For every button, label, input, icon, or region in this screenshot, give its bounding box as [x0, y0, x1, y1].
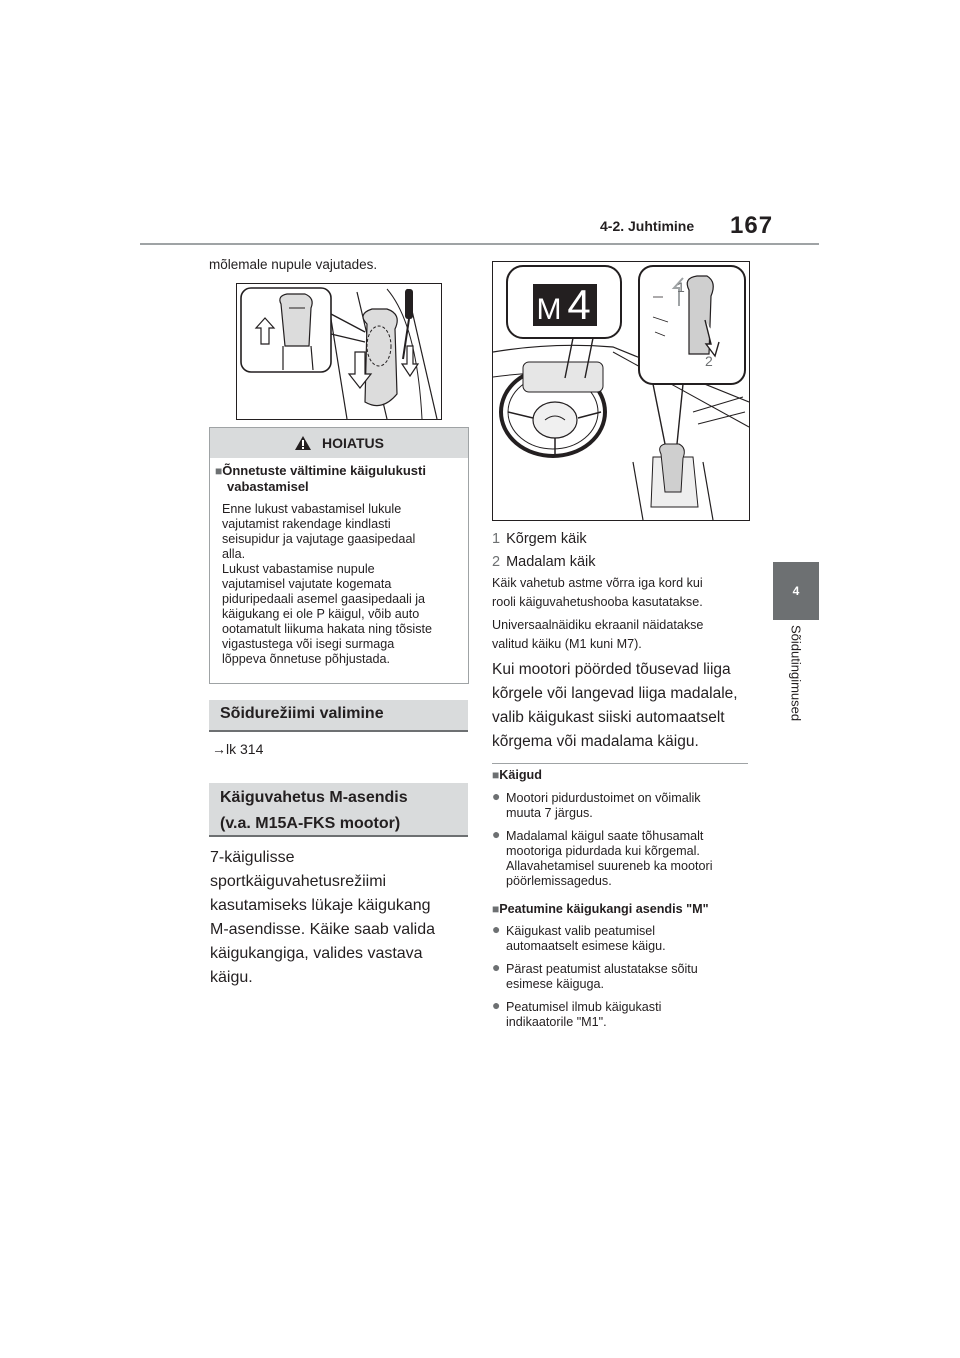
- list-item: ● Mootori pidurdustoimet on võimalik muuta 7 järgus.: [492, 788, 701, 820]
- text-line: M-asendisse. Käike saab valida: [210, 921, 436, 938]
- warning-line: vajutamisel vajutate kogemata: [222, 577, 392, 591]
- display-gear-number: 4: [567, 281, 591, 328]
- legend-item: 2 Madalam käik: [492, 554, 596, 570]
- gears-heading: ■Käigud: [492, 768, 542, 782]
- text-line: kasutamiseks lükaje käigukang: [210, 897, 431, 914]
- chapter-label: Sõidutingimused: [788, 625, 804, 722]
- heading-m-mode: [209, 783, 468, 837]
- circle-bullet-icon: ●: [492, 788, 501, 804]
- heading-m-mode-line1: Käiguvahetus M-asendis: [220, 789, 408, 806]
- circle-bullet-icon: ●: [492, 959, 501, 975]
- list-item: ● Peatumisel ilmub käigukasti indikaatorile "M1".: [492, 997, 662, 1029]
- square-bullet-icon: ■: [215, 464, 223, 478]
- display-gear-letter: M: [536, 293, 562, 326]
- warning-box: [209, 427, 469, 684]
- circle-bullet-icon: ●: [492, 921, 501, 937]
- warning-body: [222, 502, 466, 667]
- warning-line: käigukang ei ole P käigul, võib auto: [222, 607, 420, 621]
- paddle-shift-figure: [492, 261, 750, 521]
- warning-header: [210, 428, 468, 458]
- warning-line: Enne lukust vabastamisel lukule: [222, 502, 402, 516]
- heading-m-mode-line2: (v.a. M15A-FKS mootor): [220, 815, 401, 832]
- warning-line: ootamatult liikuma hakata ning tõsiste: [222, 622, 433, 636]
- list-item: ● Käigukast valib peatumisel automaatselt esimese käigu.: [492, 921, 666, 953]
- warning-line: Lukust vabastamise nupule: [222, 562, 375, 576]
- page-number: 167: [730, 212, 774, 239]
- page-reference: [212, 741, 263, 758]
- small-paragraph-1: Käik vahetub astme võrra iga kord kui rooli käiguvahetushooba kasutatakse.: [492, 576, 703, 609]
- figure-legend: [492, 528, 596, 574]
- warning-line: vigastustega või isegi surmaga: [222, 637, 395, 651]
- list-item: ● Madalamal käigul saate tõhusamalt mootoriga pidurdada kui kõrgemal. Allavahetamisel suureneb ka mootori pöörlemissagedus.: [492, 826, 713, 888]
- warning-line: alla.: [222, 547, 246, 561]
- circle-bullet-icon: ●: [492, 997, 501, 1013]
- stop-heading: ■Peatumine käigukangi asendis "M": [492, 902, 709, 916]
- square-bullet-icon: ■: [492, 768, 500, 782]
- header-rule: [140, 243, 819, 245]
- square-bullet-icon: ■: [492, 902, 500, 916]
- m-mode-text: [210, 846, 466, 990]
- legend-item: 1 Kõrgem käik: [492, 531, 587, 547]
- warning-line: piduripedaali asemel gaasipedaali ja: [222, 592, 426, 606]
- text-line: sportkäiguvahetusrežiimi: [210, 873, 387, 890]
- intro-text: mõlemale nupule vajutades.: [209, 257, 378, 272]
- text-line: käigukangiga, valides vastava: [210, 945, 423, 962]
- warning-item-title-2: vabastamisel: [227, 479, 309, 494]
- section-title: 4-2. Juhtimine: [600, 218, 695, 234]
- section-rule: [492, 763, 748, 764]
- chapter-number: 4: [792, 584, 800, 598]
- list-item: ● Pärast peatumist alustatakse sõitu esimese käiguga.: [492, 959, 698, 991]
- auto-shift-text: Kui mootori pöörded tõusevad liiga kõrgele või langevad liiga madalale, valib käigukast siiski automaatselt kõrgema või madalama käigu.: [492, 661, 738, 750]
- warning-triangle-icon: [294, 435, 312, 451]
- callout-2: 2: [705, 353, 713, 369]
- text-line: käigu.: [210, 969, 253, 986]
- warning-line: lõppeva õnnetuse põhjustada.: [222, 652, 391, 666]
- warning-line: vajutamist rakendage kindlasti: [222, 517, 391, 531]
- heading-drive-mode: Sõidurežiimi valimine: [209, 700, 468, 732]
- page-reference-text: lk 314: [226, 741, 264, 757]
- shift-lock-figure: [236, 283, 442, 420]
- warning-item-title-1: Õnnetuste vältimine käigulukusti: [222, 463, 426, 478]
- shift-lock-illustration: [237, 284, 441, 419]
- small-paragraph-2: Universaalnäidiku ekraanil näidatakse valitud käiku (M1 kuni M7).: [492, 618, 704, 651]
- text-line: 7-käigulisse: [210, 849, 295, 866]
- chapter-tab: [773, 562, 819, 620]
- paddle-shift-illustration: [493, 262, 749, 520]
- warning-title: HOIATUS: [322, 435, 384, 451]
- arrow-right-icon: →: [212, 741, 226, 757]
- warning-line: seisupidur ja vajutage gaasipedaal: [222, 532, 416, 546]
- circle-bullet-icon: ●: [492, 826, 501, 842]
- callout-1: 1: [677, 279, 685, 295]
